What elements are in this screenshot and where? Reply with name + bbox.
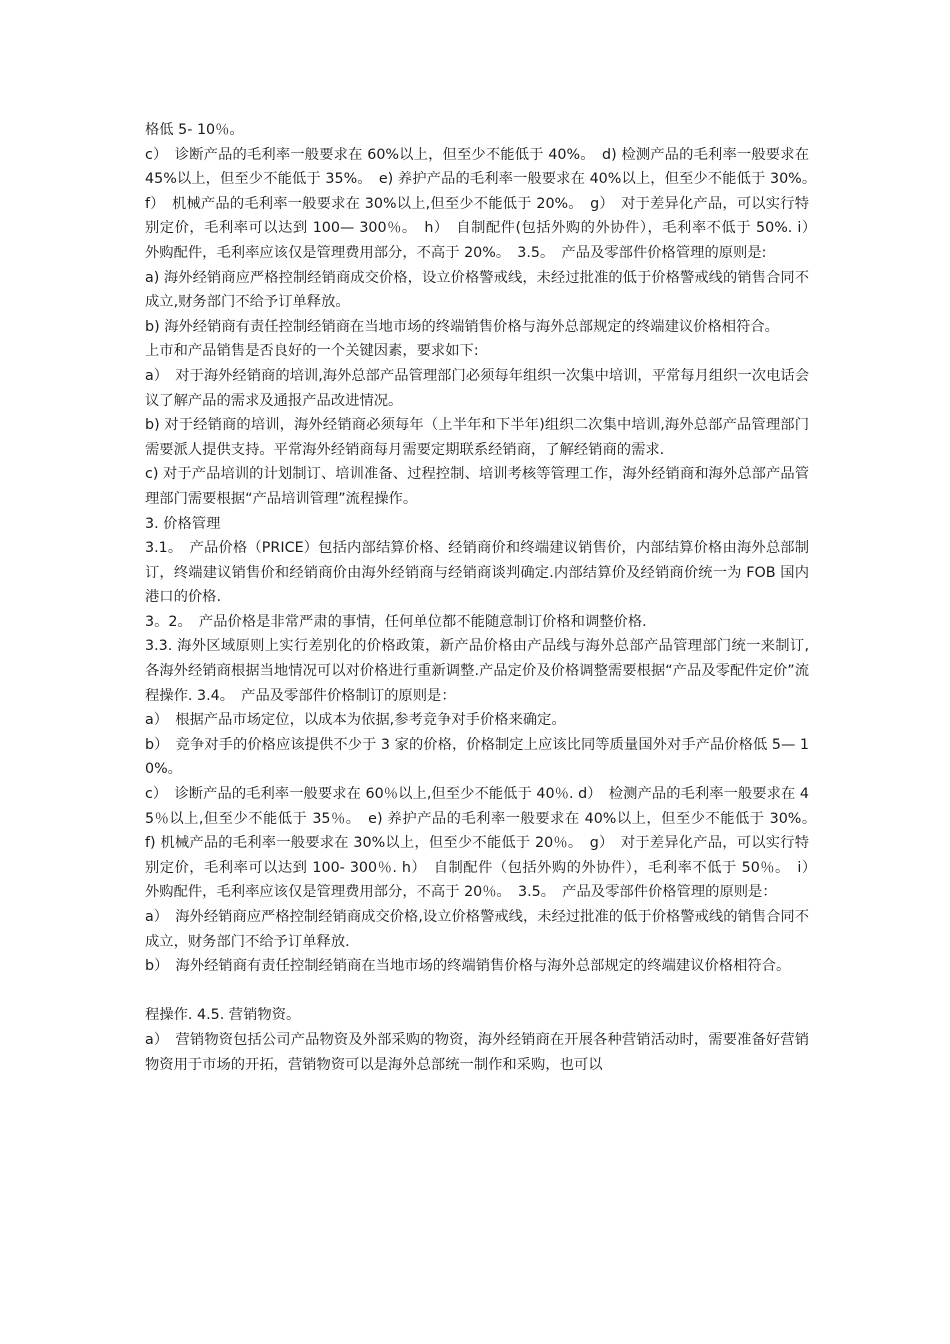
paragraph: 3.1。 产品价格（PRICE）包括内部结算价格、经销商价和终端建议销售价，内部结算价格由海外总部制订，终端建议销售价和经销商价由海外经销商与经销商谈判确定.内部结算价及经销商价统一为 FOB 国内港口的价格. — [145, 540, 809, 606]
paragraph: b) 对于经销商的培训，海外经销商必须每年（上半年和下半年)组织二次集中培训,海外总部产品管理部门需要派人提供支持。平常海外经销商每月需要定期联系经销商，了解经销商的需求. — [145, 417, 809, 458]
paragraph: b） 竞争对手的价格应该提供不少于 3 家的价格，价格制定上应该比同等质量国外对手产品价格低 5— 10%。 — [145, 736, 809, 778]
paragraph: c) 对于产品培训的计划制订、培训准备、过程控制、培训考核等管理工作，海外经销商和海外总部产品管理部门需要根据“产品培训管理”流程操作。 — [145, 466, 809, 507]
paragraph: c） 诊断产品的毛利率一般要求在 60%以上，但至少不能低于 40%。 d) 检测产品的毛利率一般要求在 45%以上，但至少不能低于 35%。 e) 养护产品的毛利率一般要求在 40%以上，但至少不能低于 30%。 f） 机械产品的毛利率一般要求在 30%以上,但至少不能低于 20%。 g） 对于差异化产品，可以实行特别定价，毛利率可以达到 100— 300％。 h） 自制配件(包括外购的外协件），毛利率不低于 50%. i） 外购配件，毛利率应该仅是管理费用部分，不高于 20%。 3.5。 产品及零部件价格管理的原则是: — [145, 146, 824, 261]
paragraph: a） 根据产品市场定位，以成本为依据,参考竞争对手价格来确定。 — [145, 712, 566, 729]
paragraph: a) 海外经销商应严格控制经销商成交价格，设立价格警戒线，未经过批准的低于价格警戒线的销售合同不成立,财务部门不给予订单释放。 — [145, 269, 809, 311]
paragraph: b） 海外经销商有责任控制经销商在当地市场的终端销售价格与海外总部规定的终端建议价格相符合。 — [145, 958, 791, 975]
document-body — [145, 118, 824, 1077]
paragraph: a） 对于海外经销商的培训,海外总部产品管理部门必须每年组织一次集中培训，平常每月组织一次电话会议了解产品的需求及通报产品改进情况。 — [145, 367, 809, 409]
paragraph: c） 诊断产品的毛利率一般要求在 60％以上,但至少不能低于 40％. d） 检测产品的毛利率一般要求在 45％以上,但至少不能低于 35％。 e) 养护产品的毛利率一般要求在 40%以上，但至少不能低于 30%。 f) 机械产品的毛利率一般要求在 30%以上，但至少不能低于 20％。 g） 对于差异化产品，可以实行特别定价，毛利率可以达到 100- 300％. h） 自制配件（包括外购的外协件），毛利率不低于 50％。 i） 外购配件，毛利率应该仅是管理费用部分，不高于 20％。 3.5。 产品及零部件价格管理的原则是： — [145, 786, 824, 901]
paragraph: 上市和产品销售是否良好的一个关键因素，要求如下: — [145, 343, 479, 360]
paragraph: 格低 5- 10％。 — [145, 122, 244, 138]
paragraph: b) 海外经销商有责任控制经销商在当地市场的终端销售价格与海外总部规定的终端建议价格相符合。 — [145, 318, 779, 335]
blank-line — [145, 979, 809, 1004]
paragraph: 程操作. 4.5. 营销物资。 — [145, 1007, 301, 1024]
paragraph: a） 海外经销商应严格控制经销商成交价格,设立价格警戒线，未经过批准的低于价格警戒线的销售合同不成立，财务部门不给予订单释放. — [145, 909, 809, 950]
paragraph: 3.3. 海外区域原则上实行差别化的价格政策，新产品价格由产品线与海外总部产品管理部门统一来制订,各海外经销商根据当地情况可以对价格进行重新调整.产品定价及价格调整需要根据“产品及零配件定价”流程操作. 3.4。 产品及零部件价格制订的原则是： — [145, 638, 809, 704]
section-heading: 3. 价格管理 — [145, 515, 221, 532]
paragraph: 3。2。 产品价格是非常严肃的事情，任何单位都不能随意制订价格和调整价格. — [145, 613, 647, 630]
paragraph: a） 营销物资包括公司产品物资及外部采购的物资，海外经销商在开展各种营销活动时，需要准备好营销物资用于市场的开拓，营销物资可以是海外总部统一制作和采购，也可以 — [145, 1031, 809, 1073]
